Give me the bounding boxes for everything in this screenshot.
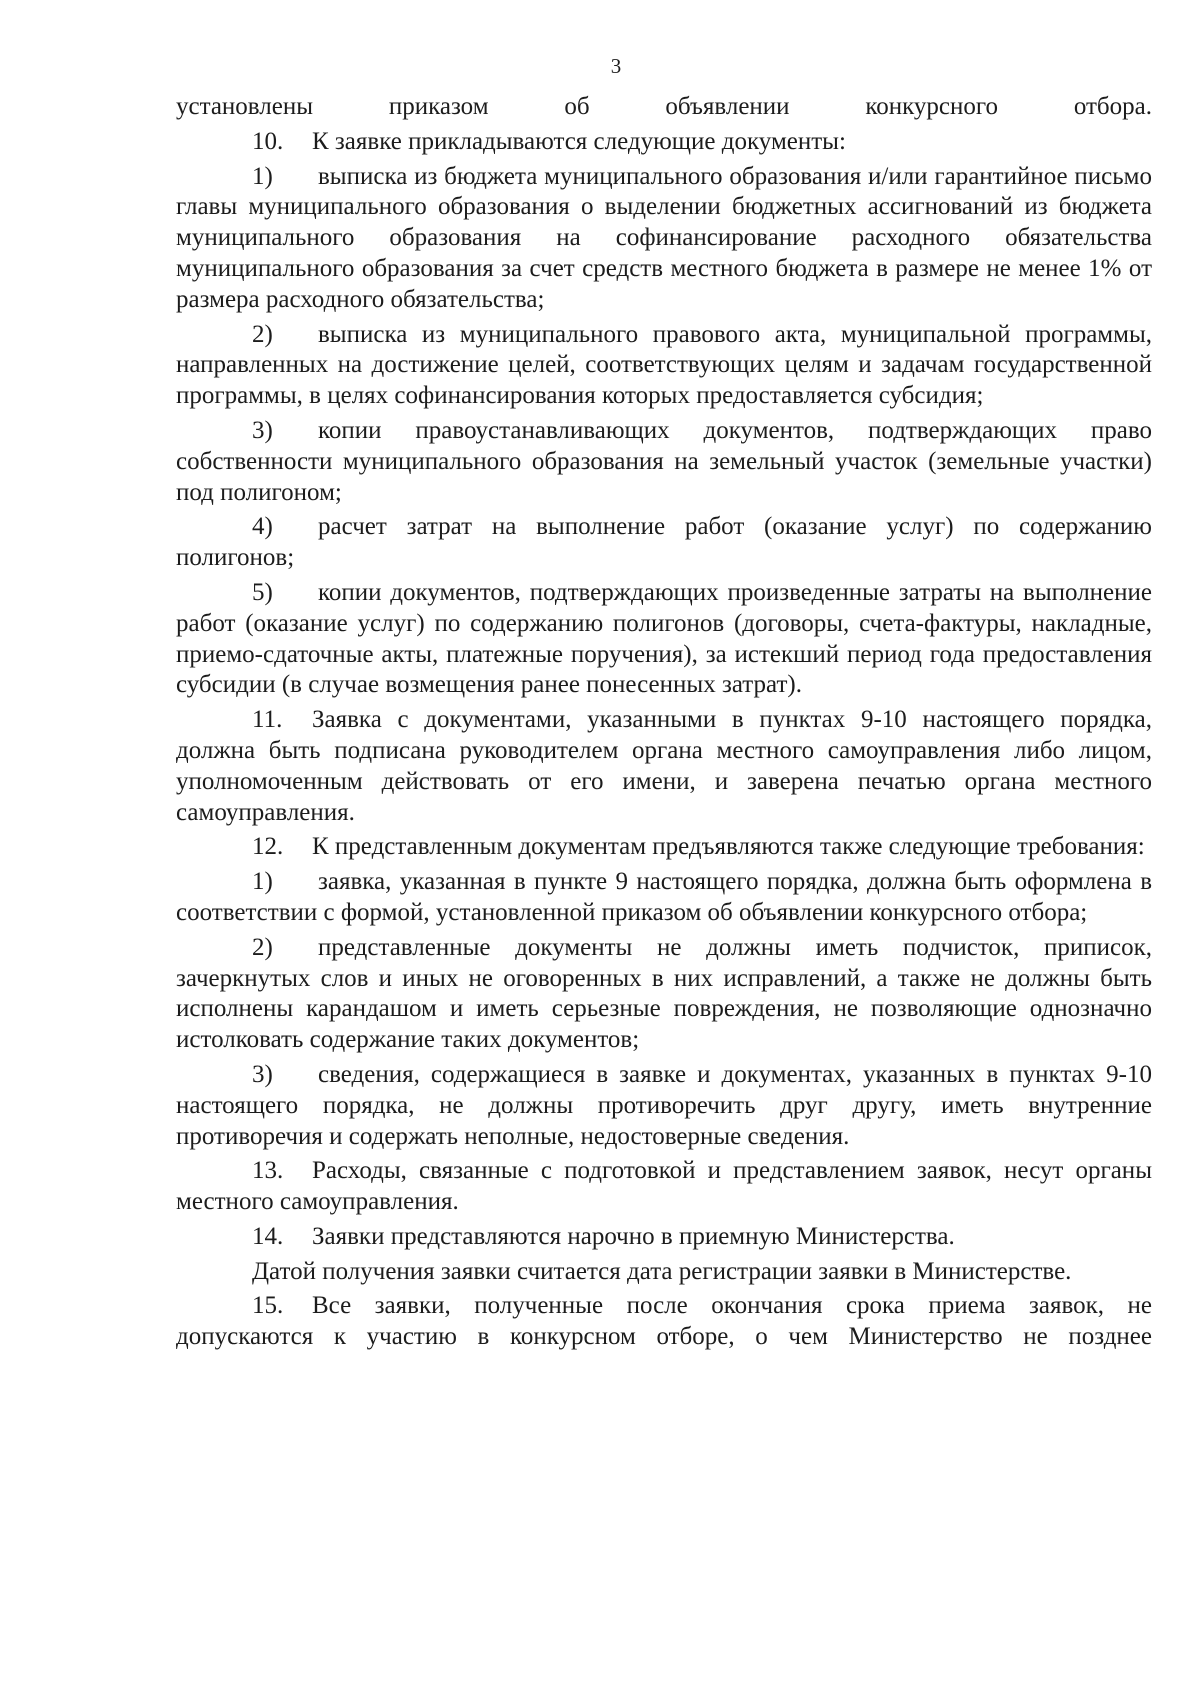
paragraph-text: копии документов, подтверждающих произведенные затраты на выполнение работ (оказание услуг) по содержанию полигонов (договоры, счета-фактуры, накладные, приемо-сдаточные акты, платежные поручения), за истекший период года предоставления субсидии (в случае возмещения ранее понесенных затрат).	[176, 578, 1152, 699]
item-number: 12.	[252, 833, 284, 861]
document-body	[176, 92, 1152, 1357]
item-number: 10.	[252, 127, 284, 155]
paragraph-text: К заявке прикладываются следующие документы:	[312, 127, 846, 155]
item-number: 11.	[252, 706, 283, 734]
paragraph-text: Заявка с документами, указанными в пунктах 9-10 настоящего порядка, должна быть подписана руководителем органа местного самоуправления либо лицом, уполномоченным действовать от его имени, и заверена печатью органа местного самоуправления.	[176, 706, 1152, 826]
paragraph-item-10	[176, 127, 1152, 158]
paragraph-text: Расходы, связанные с подготовкой и представлением заявок, несут органы местного самоуправления.	[176, 1157, 1152, 1216]
subitem-10-5	[176, 578, 1152, 701]
subitem-10-3	[176, 416, 1152, 508]
subitem-12-3	[176, 1060, 1152, 1152]
paragraph-text: копии правоустанавливающих документов, подтверждающих право собственности муниципального образования на земельный участок (земельные участки) под полигоном;	[176, 416, 1152, 506]
subitem-number: 1)	[252, 868, 273, 896]
paragraph-item-11	[176, 705, 1152, 828]
paragraph-text: сведения, содержащиеся в заявке и документах, указанных в пунктах 9-10 настоящего порядка, не должны противоречить друг другу, иметь внутренние противоречия и содержать неполные, недостоверные сведения.	[176, 1060, 1152, 1150]
subitem-12-1	[176, 867, 1152, 929]
item-number: 14.	[252, 1222, 284, 1250]
paragraph-item-13	[176, 1156, 1152, 1218]
paragraph-text: Датой получения заявки считается дата регистрации заявки в Министерстве.	[252, 1257, 1072, 1285]
paragraph-receipt-date	[176, 1257, 1152, 1288]
subitem-number: 3)	[252, 1060, 273, 1088]
paragraph-continuation	[176, 92, 1152, 123]
paragraph-text: установлены приказом об объявлении конкурсного отбора.	[176, 93, 1152, 120]
subitem-10-2	[176, 320, 1152, 412]
paragraph-text: заявка, указанная в пункте 9 настоящего порядка, должна быть оформлена в соответствии с формой, установленной приказом об объявлении конкурсного отбора;	[176, 868, 1152, 926]
paragraph-text: расчет затрат на выполнение работ (оказание услуг) по содержанию полигонов;	[176, 513, 1152, 572]
subitem-number: 3)	[252, 416, 273, 444]
item-number: 15.	[252, 1292, 284, 1320]
paragraph-item-14	[176, 1222, 1152, 1253]
subitem-number: 5)	[252, 578, 273, 606]
subitem-10-4	[176, 512, 1152, 574]
subitem-12-2	[176, 933, 1152, 1056]
subitem-number: 4)	[252, 513, 273, 541]
paragraph-text: представленные документы не должны иметь подчисток, приписок, зачеркнутых слов и иных не оговоренных в них исправлений, а также не должны быть исполнены карандашом и иметь серьезные повреждения, не позволяющие однозначно истолковать содержание таких документов;	[176, 933, 1152, 1054]
subitem-number: 2)	[252, 320, 273, 348]
subitem-number: 1)	[252, 162, 273, 190]
paragraph-item-12	[176, 832, 1152, 863]
item-number: 13.	[252, 1157, 284, 1185]
paragraph-text: К представленным документам предъявляются также следующие требования:	[312, 833, 1145, 861]
paragraph-item-15	[176, 1291, 1152, 1353]
subitem-10-1	[176, 162, 1152, 316]
paragraph-text: выписка из муниципального правового акта, муниципальной программы, направленных на достижение целей, соответствующих целям и задачам государственной программы, в целях софинансирования которых предоставляется субсидия;	[176, 320, 1152, 410]
paragraph-text: Все заявки, полученные после окончания срока приема заявок, не допускаются к участию в конкурсном отборе, о чем Министерство не позднее	[176, 1292, 1152, 1351]
paragraph-text: Заявки представляются нарочно в приемную Министерства.	[312, 1222, 955, 1250]
page-number: 3	[610, 54, 622, 78]
subitem-number: 2)	[252, 933, 273, 961]
paragraph-text: выписка из бюджета муниципального образования и/или гарантийное письмо главы муниципального образования о выделении бюджетных ассигнований из бюджета муниципального образования на софинансирование расходного обязательства муниципального образования за счет средств местного бюджета в размере не менее 1% от размера расходного обязательства;	[176, 162, 1152, 313]
